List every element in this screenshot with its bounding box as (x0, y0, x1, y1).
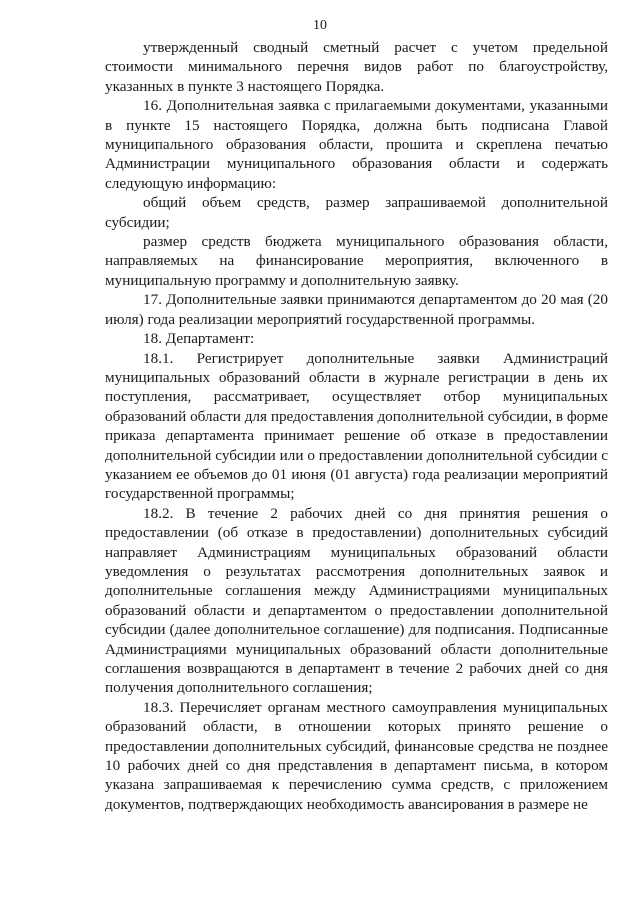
paragraph-continuation: утвержденный сводный сметный расчет с учетом предельной стоимости минимального перечня видов работ по благоустройству, указанных в пункте 3 настоящего Порядка. (105, 39, 608, 95)
paragraph-18-2: 18.2. В течение 2 рабочих дней со дня принятия решения о предоставлении (об отказе в предоставлении) дополнительных субсидий направляет Администрациям муниципальных образований области уведомления о результатах рассмотрения дополнительных заявок и дополнительные соглашения между Администрациями муниципальных образований области и департаментом о предоставлении дополнительной субсидии (далее дополнительное соглашение) для подписания. Подписанные Администрациями муниципальных образований области дополнительные соглашения возвращаются в департамент в течение 2 рабочих дней со дня получения дополнительного соглашения; (105, 504, 608, 697)
page-number: 10 (313, 18, 327, 33)
document-body (105, 38, 608, 814)
paragraph-16-item-budget: размер средств бюджета муниципального образования области, направляемых на финансирование мероприятия, включенного в муниципальную программу и дополнительную заявку. (105, 233, 608, 289)
paragraph-18-1: 18.1. Регистрирует дополнительные заявки Администраций муниципальных образований области в журнале регистрации в день их поступления, рассматривает, осуществляет отбор муниципальных образований области для предоставления дополнительной субсидии, в форме приказа департамента принимает решение об отказе в предоставлении дополнительной субсидии или о предоставлении дополнительной субсидии с указанием ее объемов до 01 июня (01 августа) года реализации мероприятий государственной программы; (105, 349, 608, 503)
paragraph-16: 16. Дополнительная заявка с прилагаемыми документами, указанными в пункте 15 настоящего Порядка, должна быть подписана Главой муниципального образования области, прошита и скреплена печатью Администрации муниципального образования области и содержать следующую информацию: (105, 97, 608, 192)
paragraph-16-item-volume: общий объем средств, размер запрашиваемой дополнительной субсидии; (105, 194, 608, 231)
paragraph-18-3: 18.3. Перечисляет органам местного самоуправления муниципальных образований области, в отношении которых принято решение о предоставлении дополнительных субсидий, финансовые средства не позднее 10 рабочих дней со дня представления в департамент письма, в котором указана запрашиваемая к перечислению сумма средств, с приложением документов, подтверждающих необходимость авансирования в размере не (105, 698, 608, 813)
paragraph-17: 17. Дополнительные заявки принимаются департаментом до 20 мая (20 июля) года реализации мероприятий государственной программы. (105, 291, 608, 328)
paragraph-18: 18. Департамент: (143, 330, 255, 348)
